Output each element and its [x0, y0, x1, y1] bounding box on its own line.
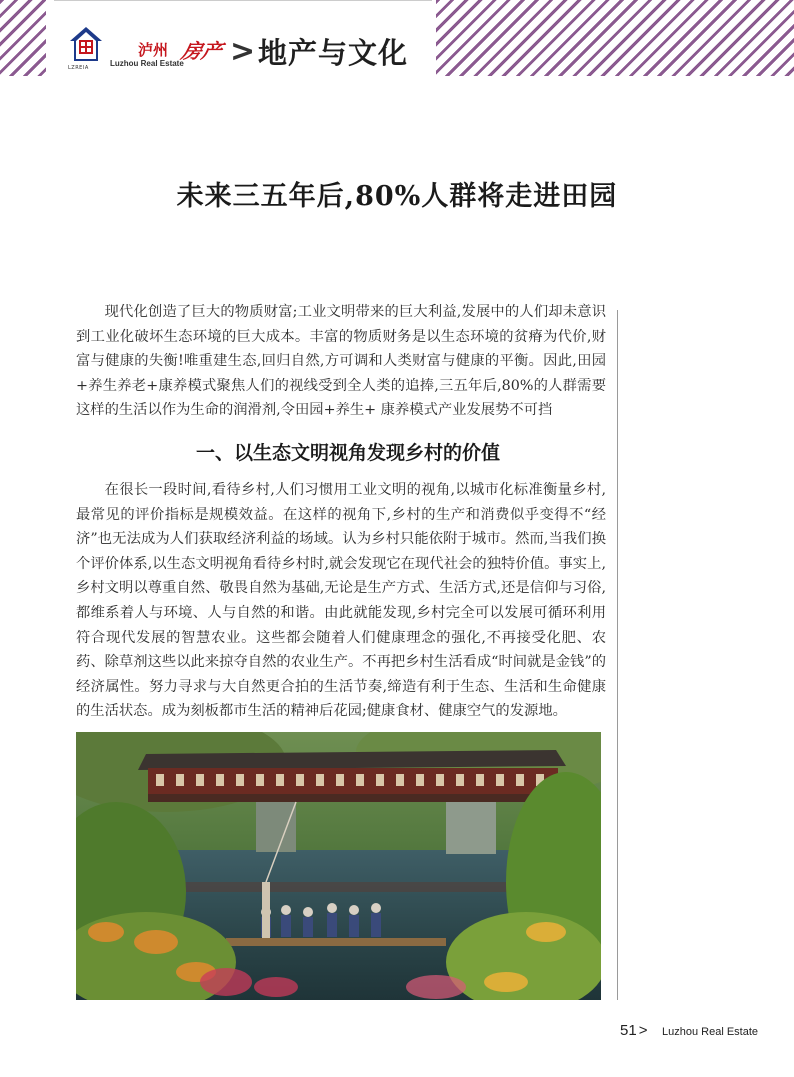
header-stripe-right: [436, 0, 794, 76]
footer-brand: Luzhou Real Estate: [662, 1026, 759, 1038]
house-logo-icon: [68, 25, 104, 69]
magazine-header: [54, 0, 432, 77]
chevron-right-icon: >: [230, 34, 256, 69]
brand-chinese: 泸州: [138, 41, 169, 59]
intro-paragraph: 现代化创造了巨大的物质财富;工业文明带来的巨大利益,发展中的人们却未意识到工业化破坏生态环境的巨大成本。丰富的物质财务是以生态环境的贫瘠为代价,财富与健康的失衡!唯重建生态,回归自然,方可调和人类财富与健康的平衡。因此,田园+养生养老+康养模式聚焦人们的视线受到全人类的追捧,三五年后,80%的人群需要这样的生活以作为生命的润滑剂,令田园+养生+ 康养模式产业发展势不可挡: [76, 304, 606, 419]
brand-english: Luzhou Real Estate: [110, 59, 184, 68]
header-stripe-left: [0, 0, 46, 76]
section-title: 地产与文化: [258, 36, 409, 70]
arrow-right-icon: >: [638, 1022, 648, 1039]
page-number: 51 >: [620, 1022, 648, 1039]
brand-script: 房产: [179, 39, 225, 63]
column-divider: [617, 310, 618, 1000]
article-title: 未来三五年后,80%人群将走进田园: [176, 181, 618, 212]
body-paragraph: 在很长一段时间,看待乡村,人们习惯用工业文明的视角,以城市化标准衡量乡村,最常见的评价指标是规模效益。在这样的视角下,乡村的生产和消费似乎变得不“经济”也无法成为人们获取经济利益的场域。认为乡村只能依附于城市。然而,当我们换个评价体系,以生态文明视角看待乡村时,就会发现它在现代社会的独特价值。事实上,乡村文明以尊重自然、敬畏自然为基础,无论是生产方式、生活方式,还是信仰与习俗,都维系着人与环境、人与自然的和谐。由此就能发现,乡村完全可以发展可循环利用符合现代发展的智慧农业。这些都会随着人们健康理念的强化,不再接受化肥、农药、除草剂这些以此来掠夺自然的农业生产。不再把乡村生活看成“时间就是金钱”的经济属性。努力寻求与大自然更合拍的生活节奏,缔造有利于生态、生活和生命健康的生活状态。成为刻板都市生活的精神后花园;健康食材、健康空气的发源地。: [76, 482, 606, 720]
logo-subtext: LZREIA: [68, 65, 89, 71]
covered-bridge-photo: [76, 732, 601, 1000]
section-heading: 一、以生态文明视角发现乡村的价值: [196, 442, 501, 464]
